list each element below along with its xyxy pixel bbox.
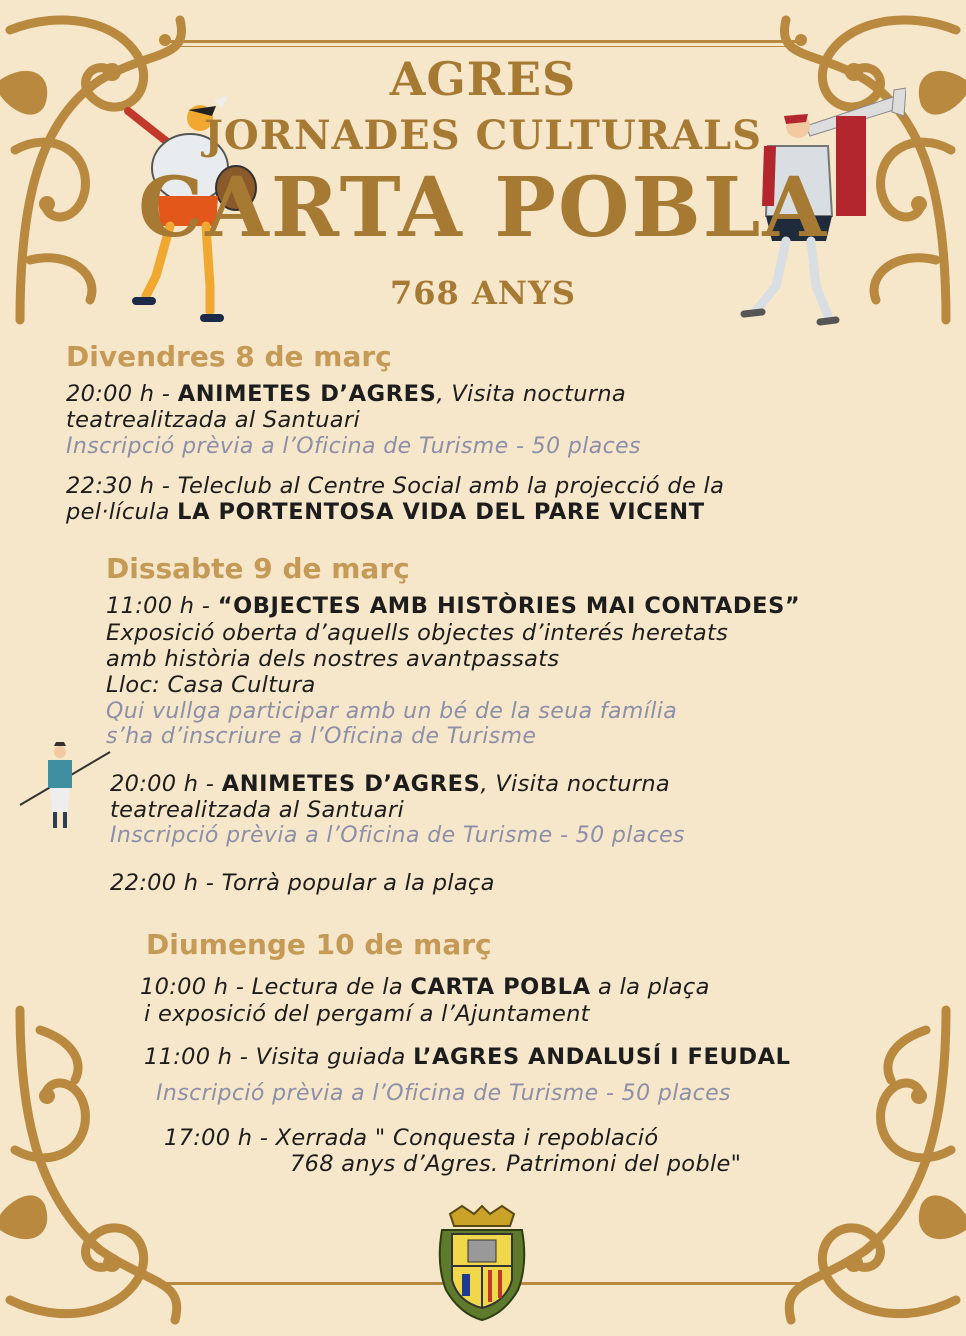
event-text: 10:00 h - Lectura de la bbox=[140, 974, 411, 1000]
title-jornades: JORNADES CULTURALS bbox=[203, 112, 763, 159]
event-time: 20:00 h - bbox=[110, 771, 222, 797]
event-line bbox=[66, 499, 705, 525]
event-line bbox=[110, 771, 670, 797]
corner-ornament-icon bbox=[776, 1000, 966, 1336]
registration-note: Inscripció prèvia a l’Oficina de Turisme - 50 places bbox=[156, 1081, 731, 1106]
day-heading-friday: Divendres 8 de març bbox=[66, 340, 392, 373]
event-line bbox=[144, 1044, 791, 1070]
event-line: 768 anys d’Agres. Patrimoni del poble" bbox=[290, 1151, 742, 1177]
event-time: 20:00 h - bbox=[66, 381, 178, 407]
event-line bbox=[106, 593, 800, 619]
top-border-line-inner bbox=[170, 46, 796, 47]
day-heading-sunday: Diumenge 10 de març bbox=[146, 928, 492, 961]
event-text: , Visita nocturna bbox=[480, 771, 670, 797]
coat-of-arms-icon bbox=[436, 1204, 528, 1322]
event-title: ANIMETES D’AGRES bbox=[221, 771, 481, 797]
title-years: 768 ANYS bbox=[390, 274, 576, 312]
top-border-line bbox=[170, 40, 796, 43]
day-heading-saturday: Dissabte 9 de març bbox=[106, 552, 410, 585]
event-line: teatrealitzada al Santuari bbox=[110, 797, 404, 823]
event-line bbox=[140, 974, 710, 1000]
event-text: pel·lícula bbox=[66, 499, 178, 525]
title-agres: AGRES bbox=[389, 52, 577, 106]
event-line: Lloc: Casa Cultura bbox=[106, 672, 316, 698]
event-time: 11:00 h - bbox=[106, 593, 218, 619]
event-line: Exposició oberta d’aquells objectes d’interés heretats bbox=[106, 620, 729, 646]
event-line: 22:30 h - Teleclub al Centre Social amb la projecció de la bbox=[66, 473, 725, 499]
event-line: 22:00 h - Torrà popular a la plaça bbox=[110, 870, 495, 896]
event-text: a la plaça bbox=[590, 974, 710, 1000]
event-text: 11:00 h - Visita guiada bbox=[144, 1044, 414, 1070]
event-title: LA PORTENTOSA VIDA DEL PARE VICENT bbox=[177, 499, 705, 525]
event-line: 17:00 h - Xerrada " Conquesta i repoblació bbox=[164, 1125, 659, 1151]
registration-note: Inscripció prèvia a l’Oficina de Turisme - 50 places bbox=[66, 434, 641, 459]
event-title: L’AGRES ANDALUSÍ I FEUDAL bbox=[413, 1044, 791, 1070]
event-line: amb història dels nostres avantpassats bbox=[106, 646, 560, 672]
event-line: teatrealitzada al Santuari bbox=[66, 407, 360, 433]
event-line: i exposició del pergamí a l’Ajuntament bbox=[144, 1001, 590, 1027]
event-title: ANIMETES D’AGRES bbox=[177, 381, 437, 407]
registration-note: s’ha d’inscriure a l’Oficina de Turisme bbox=[106, 724, 537, 749]
event-text: , Visita nocturna bbox=[436, 381, 626, 407]
registration-note: Qui vullga participar amb un bé de la seua família bbox=[106, 699, 678, 724]
event-title: CARTA POBLA bbox=[410, 974, 591, 1000]
registration-note: Inscripció prèvia a l’Oficina de Turisme - 50 places bbox=[110, 823, 685, 848]
title-carta-pobla: CARTA POBLA bbox=[138, 160, 828, 256]
spearman-icon bbox=[18, 740, 113, 835]
event-title: “OBJECTES AMB HISTÒRIES MAI CONTADES” bbox=[217, 593, 801, 619]
event-line bbox=[66, 381, 626, 407]
